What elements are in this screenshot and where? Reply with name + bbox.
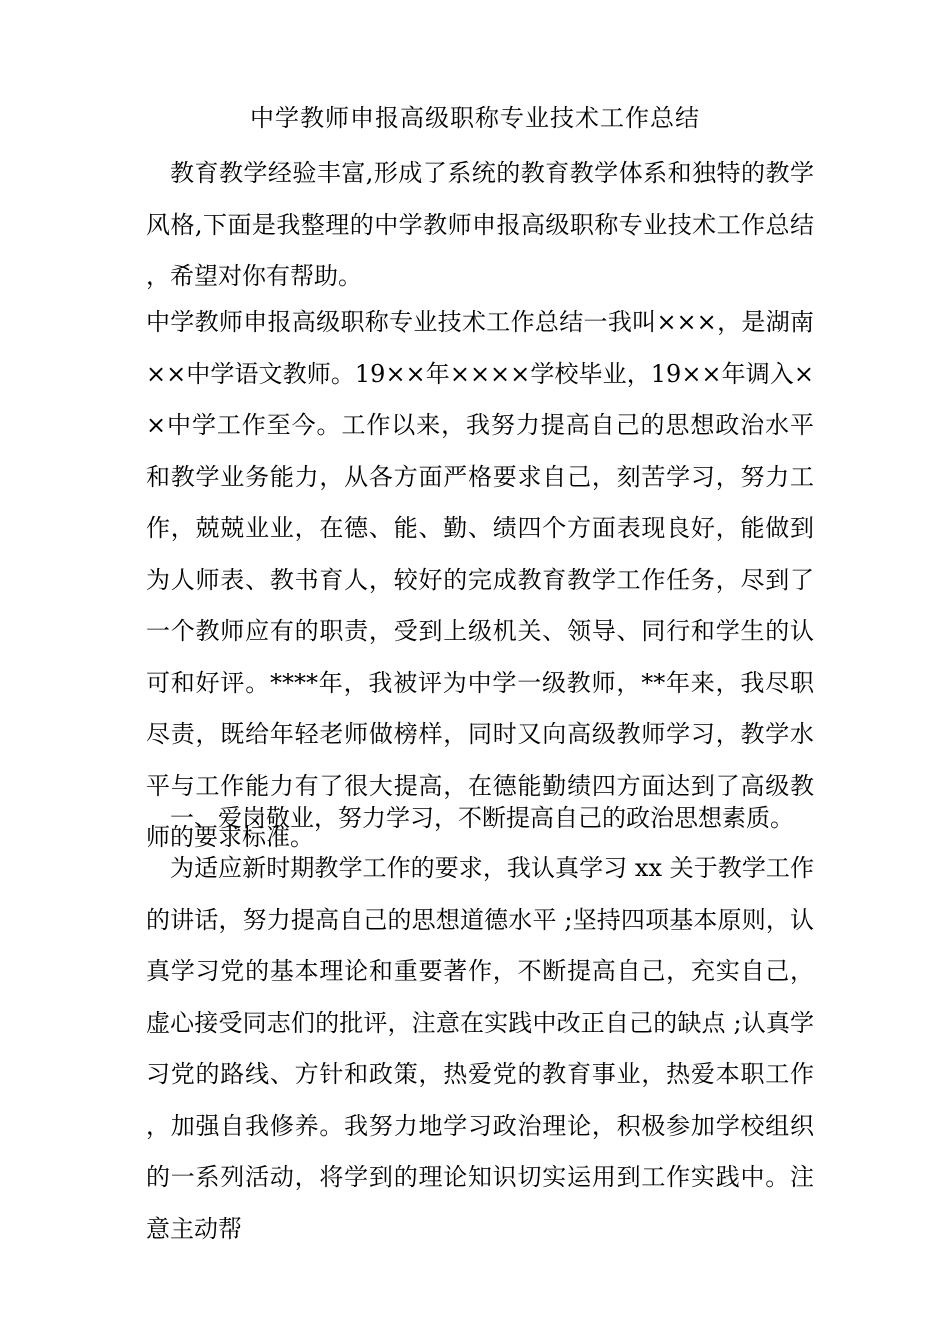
section-heading: 一、爱岗敬业，努力学习，不断提高自己的政治思想素质。	[170, 804, 794, 832]
intro-paragraph: 教育教学经验丰富,形成了系统的教育教学体系和独特的教学风格,下面是我整理的中学教师申报高级职称专业技术工作总结，希望对你有帮助。	[146, 159, 814, 290]
document-title: 中学教师申报高级职称专业技术工作总结	[250, 104, 700, 132]
body-paragraph: 为适应新时期教学工作的要求，我认真学习 xx 关于教学工作的讲话，努力提高自己的思想道德水平 ;坚持四项基本原则，认真学习党的基本理论和重要著作，不断提高自己，充实自己，虚心接受同志们的批评，注意在实践中改正自己的缺点 ;认真学习党的路线、方针和政策，热爱党的教育事业，热爱本职工作，加强自我修养。我努力地学习政治理论，积极参加学校组织的一系列活动，将学到的理论知识切实运用到工作实践中。注意主动帮	[146, 854, 814, 1243]
body-paragraph: 中学教师申报高级职称专业技术工作总结一我叫×××，是湖南××中学语文教师。19××年××××学校毕业，19××年调入××中学工作至今。工作以来，我努力提高自己的思想政治水平和教学业务能力，从各方面严格要求自己，刻苦学习，努力工作，兢兢业业，在德、能、勤、绩四个方面表现良好，能做到为人师表、教书育人，较好的完成教育教学工作任务，尽到了一个教师应有的职责，受到上级机关、领导、同行和学生的认可和好评。****年，我被评为中学一级教师，**年来，我尽职尽责，既给年轻老师做榜样，同时又向高级教师学习，教学水平与工作能力有了很大提高，在德能勤绩四方面达到了高级教师的要求标准。	[146, 308, 814, 851]
